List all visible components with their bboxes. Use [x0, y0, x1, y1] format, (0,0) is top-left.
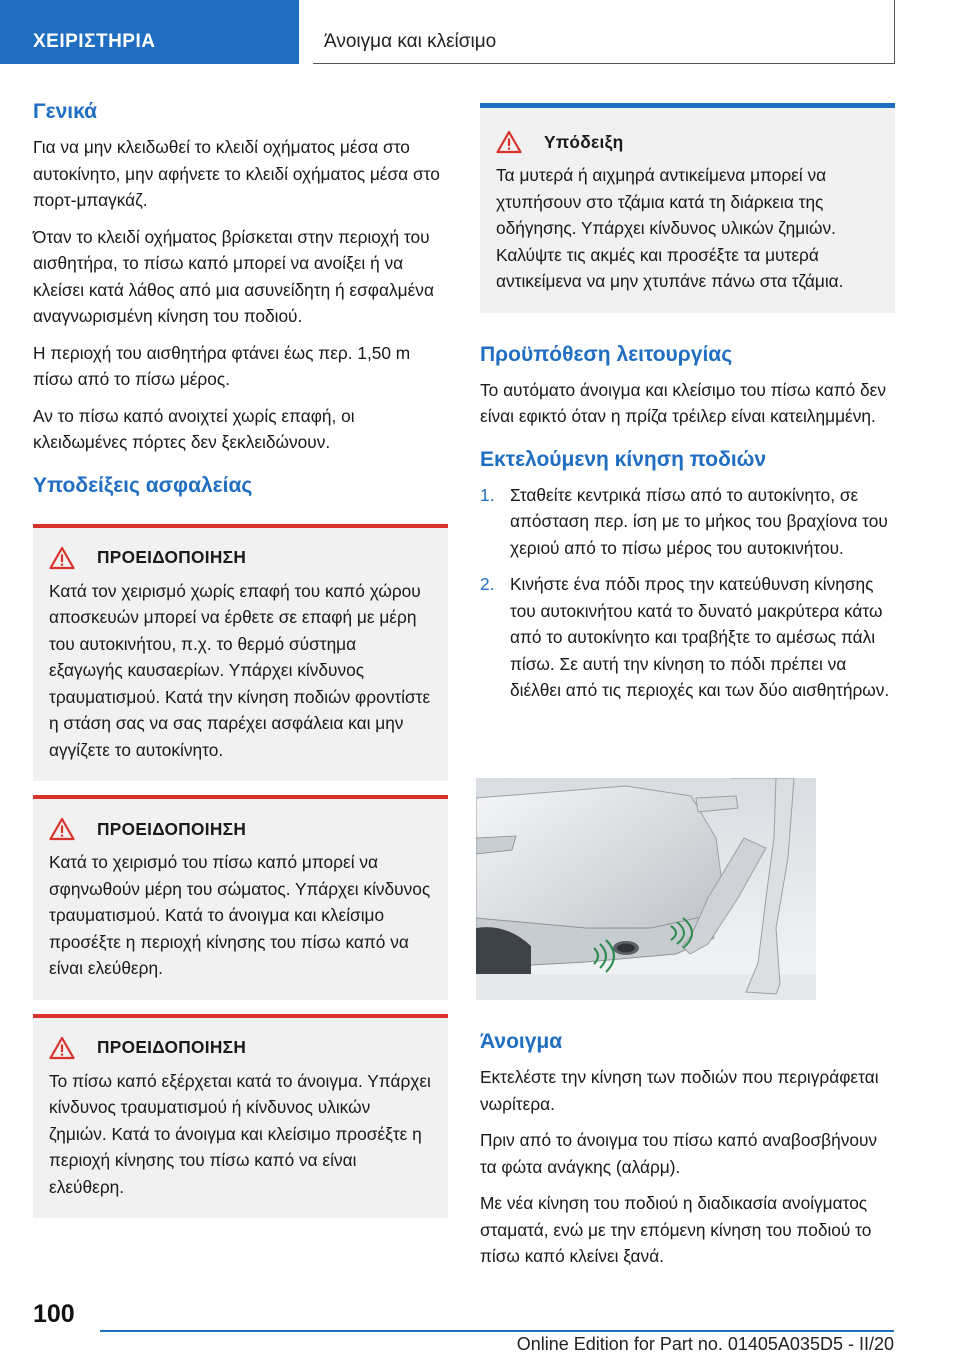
warning-text: Κατά το χειρισμό του πίσω καπό μπορεί να σφηνωθούν μέρη του σώματος. Υπάρχει κίνδυνος τραυματισμού. Κατά το άνοιγμα και κλείσιμο προσέξτε η περιοχή κίνησης του πίσω καπό να είναι ελεύθερη.: [49, 852, 431, 978]
hint-icon: [496, 130, 522, 154]
car-rear-foot-image: [476, 778, 816, 1000]
right-column: [480, 103, 895, 714]
hint-text: Τα μυτερά ή αιχμηρά αντικείμενα μπορεί να χτυπήσουν στο τζάμια κατά τη διάρκεια της οδήγησης. Υπάρχει κίνδυνος υλικών ζημιών. Καλύψτε τις ακμές και προσέξτε τα μυτερά αντικείμενα να μην χτυπάνε πάνω στα τζάμια.: [496, 165, 844, 291]
step-number: 2.: [480, 574, 495, 594]
list-item: [480, 482, 895, 562]
warning-title: ΠΡΟΕΙΔΟΠΟΙΗΣΗ: [97, 818, 247, 839]
foot-gesture-illustration: [476, 778, 816, 1000]
general-paragraph-1: Για να μην κλειδωθεί το κλειδί οχήματος μέσα στο αυτοκίνητο, μην αφήνετε το κλειδί οχήματος μέσα στο πορτ-μπαγκάζ.: [33, 137, 440, 210]
hint-title: Υπόδειξη: [544, 131, 624, 152]
opening-paragraph-1: Εκτελέστε την κίνηση των ποδιών που περιγράφεται νωρίτερα.: [480, 1067, 879, 1114]
opening-paragraph-3: Με νέα κίνηση του ποδιού η διαδικασία ανοίγματος σταματά, ενώ με την επόμενη κίνηση του ποδιού το πίσω καπό κλείνει ξανά.: [480, 1193, 872, 1266]
warning-icon: [49, 1036, 75, 1060]
warning-icon: [49, 817, 75, 841]
safety-heading: Υποδείξεις ασφαλείας: [33, 473, 253, 497]
warning-text: Το πίσω καπό εξέρχεται κατά το άνοιγμα. Υπάρχει κίνδυνος τραυματισμού ή κίνδυνος υλικών ζημιών. Κατά το άνοιγμα και κλείσιμο προσέξτε η περιοχή κίνησης του πίσω καπό να είναι ελεύθερη.: [49, 1070, 431, 1197]
footer-divider: [100, 1330, 894, 1332]
opening-section: [480, 1030, 895, 1280]
warning-box-2: [33, 795, 448, 1000]
left-column: [33, 100, 448, 1218]
step-text: Κινήστε ένα πόδι προς την κατεύθυνση κίνησης του αυτοκινήτου κατά το δυνατό μακρύτερα κάτω από το αυτοκίνητο και τραβήξτε το αμέσως πάλι πίσω. Σε αυτή την κίνηση το πόδι πρέπει να διέλθει από τις περιοχές και των δύο αισθητήρων.: [510, 574, 890, 700]
precondition-heading: Προϋπόθεση λειτουργίας: [480, 342, 733, 366]
general-paragraph-2: Όταν το κλειδί οχήματος βρίσκεται στην περιοχή του αισθητήρα, το πίσω καπό μπορεί να ανοίξει ή να κλείσει κατά λάθος από μια ασυνείδητη ή εσφαλμένα αναγνωρισμένη κίνηση του ποδιού.: [33, 226, 434, 326]
foot-motion-heading: Εκτελούμενη κίνηση ποδιών: [480, 447, 767, 471]
page-number: 100: [33, 1300, 75, 1328]
footer-edition: Online Edition for Part no. 01405A035D5 - II/20: [516, 1334, 894, 1354]
opening-heading: Άνοιγμα: [480, 1030, 563, 1053]
warning-icon: [49, 546, 75, 570]
warning-box-1: [33, 524, 448, 782]
section-tab: ΧΕΙΡΙΣΤΗΡΙΑ: [0, 0, 299, 64]
warning-title: ΠΡΟΕΙΔΟΠΟΙΗΣΗ: [97, 1037, 247, 1057]
list-item: [480, 571, 895, 704]
warning-title: ΠΡΟΕΙΔΟΠΟΙΗΣΗ: [97, 547, 247, 567]
step-text: Σταθείτε κεντρικά πίσω από το αυτοκίνητο, σε απόσταση περ. ίση με το μήκος του βραχίονα του χεριού από το πίσω μέρος του αυτοκινήτου.: [510, 484, 888, 558]
general-paragraph-4: Αν το πίσω καπό ανοιχτεί χωρίς επαφή, οι κλειδωμένες πόρτες δεν ξεκλειδώνουν.: [33, 405, 355, 452]
hint-box: [480, 103, 895, 313]
opening-paragraph-2: Πριν από το άνοιγμα του πίσω καπό αναβοσβήνουν τα φώτα ανάγκης (αλάρμ).: [480, 1130, 878, 1177]
page-title: Άνοιγμα και κλείσιμο: [313, 0, 895, 64]
general-heading: Γενικά: [33, 100, 98, 123]
step-number: 1.: [480, 484, 495, 505]
foot-motion-steps: [480, 482, 895, 704]
warning-text: Κατά τον χειρισμό χωρίς επαφή του καπό χώρου αποσκευών μπορεί να έρθετε σε επαφή με μέρη του αυτοκινήτου, π.χ. το θερμό σύστημα εξαγωγής καυσαερίων. Υπάρχει κίνδυνος τραυματισμού. Κατά την κίνηση ποδιών φροντίστε η στάση σας να σας παρέχει ασφάλεια και μην αγγίζετε το αυτοκίνητο.: [49, 580, 431, 760]
precondition-text: Το αυτόματο άνοιγμα και κλείσιμο του πίσω καπό δεν είναι εφικτό όταν η πρίζα τρέιλερ είναι κατειλημμένη.: [480, 379, 887, 426]
general-paragraph-3: Η περιοχή του αισθητήρα φτάνει έως περ. 1,50 m πίσω από το πίσω μέρος.: [33, 342, 411, 389]
warning-box-3: [33, 1014, 448, 1219]
